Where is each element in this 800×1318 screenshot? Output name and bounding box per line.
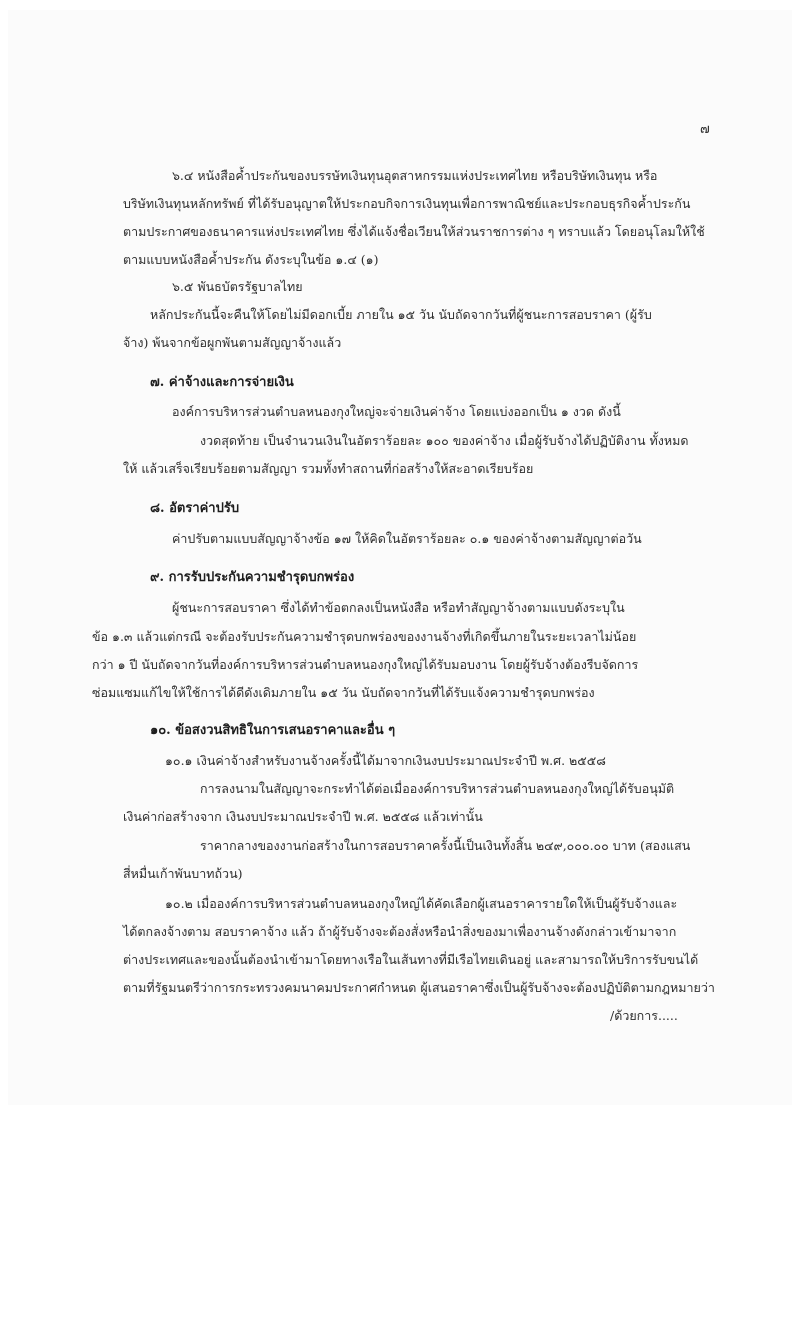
text-line: ได้ตกลงจ้างตาม สอบราคาจ้าง แล้ว ถ้าผู้รับจ้างจะต้องสั่งหรือนำสิ่งของมาเพื่องานจ้างดังกล่าวเข้ามาจาก: [123, 924, 677, 939]
text-line: ต่างประเทศและของนั้นต้องนำเข้ามาโดยทางเรือในเส้นทางที่มีเรือไทยเดินอยู่ และสามารถให้บริการรับขนได้: [123, 952, 699, 967]
section-heading: ๘. อัตราค่าปรับ: [150, 501, 240, 516]
text-line: องค์การบริหารส่วนตำบลหนองกุงใหญ่จะจ่ายเงินค่าจ้าง โดยแบ่งออกเป็น ๑ งวด ดังนี้: [172, 404, 621, 419]
text-line: ๑๐.๑ เงินค่าจ้างสำหรับงานจ้างครั้งนี้ได้มาจากเงินงบประมาณประจำปี พ.ศ. ๒๕๕๘: [165, 753, 606, 768]
text-line: ๖.๕ พันธบัตรรัฐบาลไทย: [172, 279, 303, 294]
text-line: สี่หมื่นเก้าพันบาทถ้วน): [123, 866, 243, 881]
continuation-marker: /ด้วยการ.....: [610, 1008, 678, 1023]
text-line: บริษัทเงินทุนหลักทรัพย์ ที่ได้รับอนุญาตให้ประกอบกิจการเงินทุนเพื่อการพาณิชย์และประกอบธุรกิจค้ำประกัน: [123, 196, 691, 211]
text-line: กว่า ๑ ปี นับถัดจากวันที่องค์การบริหารส่วนตำบลหนองกุงใหญ่ได้รับมอบงาน โดยผู้รับจ้างต้องรีบจัดการ: [92, 657, 639, 672]
text-line: ตามประกาศของธนาคารแห่งประเทศไทย ซึ่งได้แจ้งชื่อเวียนให้ส่วนราชการต่าง ๆ ทราบแล้ว โดยอนุโลมให้ใช้: [123, 224, 705, 239]
text-line: ตามแบบหนังสือค้ำประกัน ดังระบุในข้อ ๑.๔ (๑): [123, 252, 379, 267]
text-line: ซ่อมแซมแก้ไขให้ใช้การได้ดีดังเดิมภายใน ๑๕ วัน นับถัดจากวันที่ได้รับแจ้งความชำรุดบกพร่อง: [92, 685, 595, 700]
text-line: งวดสุดท้าย เป็นจำนวนเงินในอัตราร้อยละ ๑๐๐ ของค่าจ้าง เมื่อผู้รับจ้างได้ปฏิบัติงาน ทั้งหมด: [200, 433, 689, 448]
section-heading: ๑๐. ข้อสงวนสิทธิในการเสนอราคาและอื่น ๆ: [150, 723, 396, 738]
text-line: ผู้ชนะการสอบราคา ซึ่งได้ทำข้อตกลงเป็นหนังสือ หรือทำสัญญาจ้างตามแบบดังระบุใน: [172, 600, 625, 615]
text-line: ค่าปรับตามแบบสัญญาจ้างข้อ ๑๗ ให้คิดในอัตราร้อยละ ๐.๑ ของค่าจ้างตามสัญญาต่อวัน: [172, 531, 642, 546]
text-line: การลงนามในสัญญาจะกระทำได้ต่อเมื่อองค์การบริหารส่วนตำบลหนองกุงใหญ่ได้รับอนุมัติ: [200, 781, 675, 796]
section-heading: ๙. การรับประกันความชำรุดบกพร่อง: [150, 570, 355, 585]
section-heading: ๗. ค่าจ้างและการจ่ายเงิน: [150, 375, 294, 390]
text-line: ราคากลางของงานก่อสร้างในการสอบราคาครั้งนี้เป็นเงินทั้งสิ้น ๒๔๙,๐๐๐.๐๐ บาท (สองแสน: [200, 838, 691, 853]
page-number: ๗: [700, 122, 710, 137]
text-line: ข้อ ๑.๓ แล้วแต่กรณี จะต้องรับประกันความชำรุดบกพร่องของงานจ้างที่เกิดขึ้นภายในระยะเวลาไม่น้อย: [92, 629, 637, 644]
text-line: ๖.๔ หนังสือค้ำประกันของบรรษัทเงินทุนอุตสาหกรรมแห่งประเทศไทย หรือบริษัทเงินทุน หรือ: [172, 168, 658, 183]
text-line: หลักประกันนี้จะคืนให้โดยไม่มีดอกเบี้ย ภายใน ๑๕ วัน นับถัดจากวันที่ผู้ชนะการสอบราคา (ผู้รับ: [150, 307, 652, 322]
text-line: ตามที่รัฐมนตรีว่าการกระทรวงคมนาคมประกาศกำหนด ผู้เสนอราคาซึ่งเป็นผู้รับจ้างจะต้องปฏิบัติตามกฎหมายว่า: [123, 980, 715, 995]
text-line: ให้ แล้วเสร็จเรียบร้อยตามสัญญา รวมทั้งทำสถานที่ก่อสร้างให้สะอาดเรียบร้อย: [123, 461, 534, 476]
text-line: จ้าง) พ้นจากข้อผูกพันตามสัญญาจ้างแล้ว: [123, 335, 342, 350]
text-line: ๑๐.๒ เมื่อองค์การบริหารส่วนตำบลหนองกุงใหญ่ได้คัดเลือกผู้เสนอราคารายใดให้เป็นผู้รับจ้างและ: [165, 896, 678, 911]
text-line: เงินค่าก่อสร้างจาก เงินงบประมาณประจำปี พ.ศ. ๒๕๕๘ แล้วเท่านั้น: [123, 809, 483, 824]
